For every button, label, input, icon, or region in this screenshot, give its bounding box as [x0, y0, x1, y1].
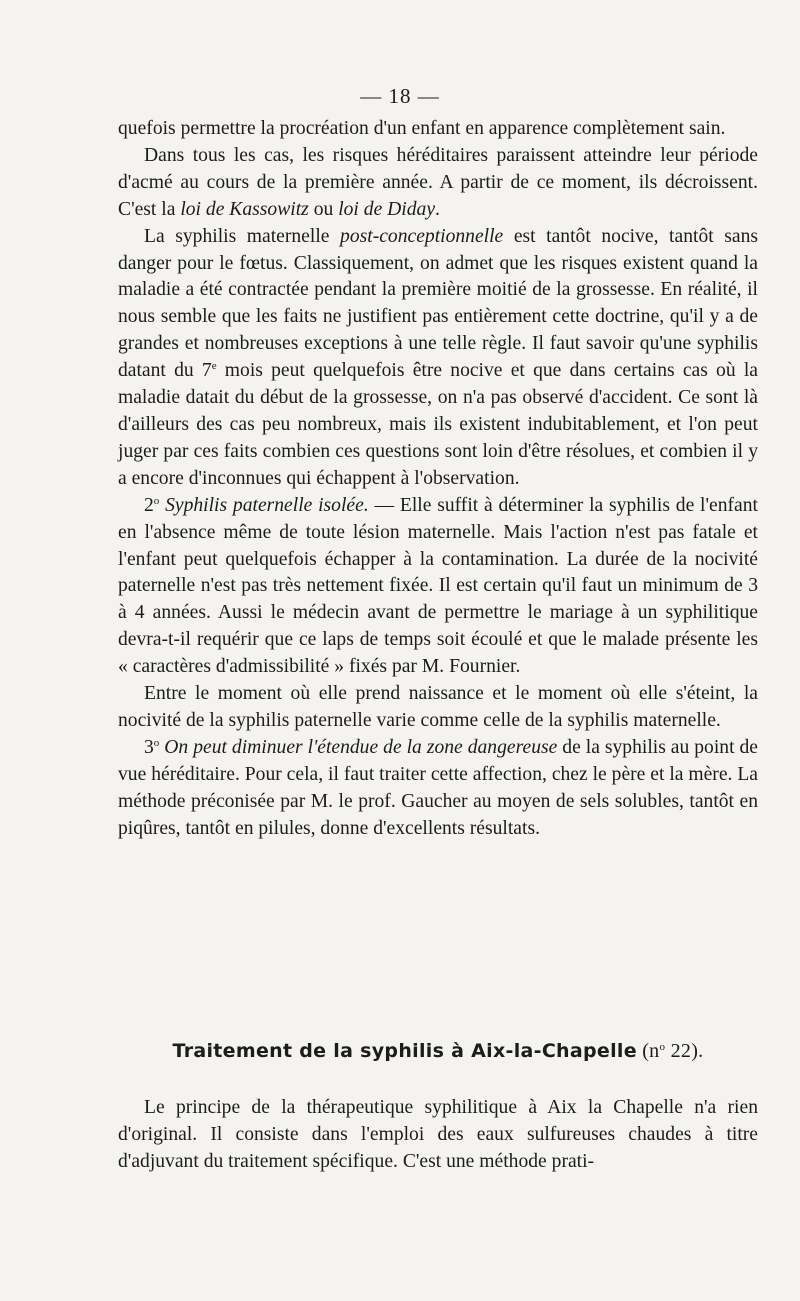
- section-title: Traitement de la syphilis à Aix-la-Chapelle: [172, 1040, 637, 1062]
- superscript: o: [153, 736, 160, 749]
- paragraph: [118, 735, 758, 843]
- italic-text: Syphilis paternelle isolée.: [165, 494, 369, 516]
- text-run: mois peut quelquefois être nocive et que dans certains cas où la maladie datait du début de la grossesse, on n'a pas observé d'accident. Ce sont là d'ailleurs des cas peu nombreux, mais ils existent indubitablement, et l'on peut juger par ces faits combien ces questions sont loin d'être résolues, et combien il y a encore d'inconnues qui échappent à l'observation.: [118, 360, 759, 489]
- italic-text: post-conceptionnelle: [340, 225, 504, 247]
- text-run: Le principe de la thérapeutique syphilitique à Aix la Chapelle n'a rien d'original. Il consiste dans l'emploi des eaux sulfureuses chaudes à titre d'adjuvant du traitement spécifique. C'est une méthode prati-: [118, 1097, 758, 1172]
- section-body-text: [118, 1095, 758, 1176]
- body-text: [118, 116, 758, 842]
- paragraph: [118, 143, 758, 224]
- paragraph: [118, 1095, 758, 1176]
- text-run: Dans tous les cas, les risques héréditaires paraissent atteindre leur période d'acmé au cours de la première année. A partir de ce moment, ils décroissent. C'est la: [118, 144, 758, 220]
- text-run: quefois permettre la procréation d'un enfant en apparence complètement sain.: [118, 118, 726, 139]
- paragraph: [118, 493, 758, 681]
- superscript: o: [153, 494, 160, 507]
- section-number: ($n^o$ 22).: [636, 1040, 704, 1062]
- text-run: de la syphilis au point de vue héréditaire. Pour cela, il faut traiter cette affection, chez le père et la mère. La méthode préconisée par M. le prof. Gaucher au moyen de sels solubles, tantôt en piqûres, tantôt en pilules, donne d'excellents résultats.: [118, 736, 759, 839]
- paragraph: [118, 224, 758, 493]
- text-run: .: [435, 198, 440, 220]
- text-run: ou: [308, 198, 339, 220]
- text-run: est tantôt nocive, tantôt sans danger pour le fœtus. Classiquement, on admet que les risques existent quand la maladie a été contractée pendant la première moitié de la grossesse. En réalité, il nous semble que les faits ne justifient pas entièrement cette doctrine, qu'il y a de grandes et nombreuses exceptions à une telle règle. Il faut savoir qu'une syphilis datant du 7: [118, 225, 758, 382]
- italic-text: loi de Kassowitz: [180, 198, 309, 220]
- text-run: La syphilis maternelle: [144, 225, 341, 247]
- superscript: e: [211, 360, 217, 373]
- paragraph: [118, 116, 758, 143]
- text-run: Entre le moment où elle prend naissance et le moment où elle s'éteint, la nocivité de la syphilis paternelle varie comme celle de la syphilis maternelle.: [118, 683, 758, 731]
- italic-text: loi de Diday: [338, 198, 436, 220]
- text-run: 2: [144, 494, 154, 516]
- paragraph: [118, 681, 758, 735]
- text-run: 3: [144, 736, 154, 758]
- italic-text: On peut diminuer l'étendue de la zone dangereuse: [164, 736, 558, 758]
- section-heading: [118, 1040, 758, 1063]
- text-run: — Elle suffit à déterminer la syphilis de l'enfant en l'absence même de toute lésion maternelle. Mais l'action n'est pas fatale et l'enfant peut quelquefois échapper à la contamination. La durée de la nocivité paternelle n'est pas très nettement fixée. Il est certain qu'il faut un minimum de 3 à 4 années. Aussi le médecin avant de permettre le mariage à un syphilitique devra-t-il requérir que ce laps de temps soit écoulé et que le malade présente les « caractères d'admissibilité » fixés par M. Fournier.: [118, 494, 758, 678]
- page-number: — 18 —: [360, 84, 440, 108]
